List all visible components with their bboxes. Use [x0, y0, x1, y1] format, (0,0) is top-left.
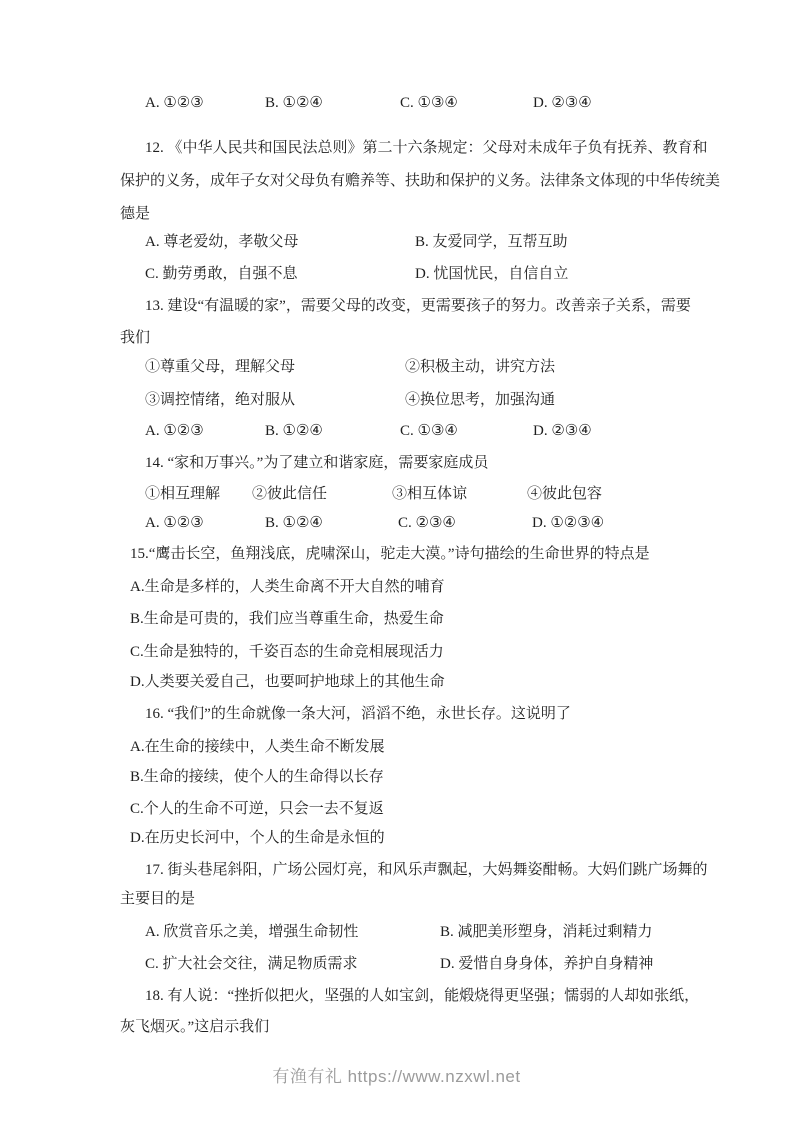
q11-option-d: D. ②③④ — [533, 95, 592, 111]
q12-option-a: A. 尊老爱幼，孝敬父母 — [145, 234, 299, 250]
q14-option-b: B. ①②④ — [265, 515, 323, 531]
q15-stem-text1: 15.“鹰击长空，鱼翔浅底，虎啸深山，驼走大漠。”诗句描绘的生命世界的特点是 — [130, 546, 650, 562]
q16-option-d-line — [0, 827, 793, 851]
q14-option-c: C. ②③④ — [398, 515, 456, 531]
q13-stem-line1 — [0, 295, 793, 319]
q15-stem-line1 — [0, 543, 793, 567]
q14-stem-text1: 14. “家和万事兴。”为了建立和谐家庭，需要家庭成员 — [145, 455, 489, 471]
q17-options-cd — [0, 953, 793, 977]
q13-items-12 — [0, 356, 793, 380]
q17-stem-text2: 主要目的是 — [120, 891, 196, 907]
q13-option-c: C. ①③④ — [400, 423, 458, 439]
q11-answer-row — [0, 92, 793, 116]
q12-stem-text1: 12. 《中华人民共和国民法总则》第二十六条规定：父母对未成年子负有抚养、教育和 — [145, 140, 708, 156]
q16-option-c: C.个人的生命不可逆，只会一去不复返 — [130, 801, 384, 817]
q15-option-c: C.生命是独特的，千姿百态的生命竞相展现活力 — [130, 644, 444, 660]
q13-stem-text1: 13. 建设“有温暖的家”，需要父母的改变，更需要孩子的努力。改善亲子关系，需要 — [145, 298, 691, 314]
q12-stem-text3: 德是 — [120, 206, 151, 222]
q17-stem-line2 — [0, 888, 793, 912]
q18-stem-text1: 18. 有人说：“挫折似把火，坚强的人如宝剑，能煅烧得更坚强；懦弱的人却如张纸， — [145, 988, 700, 1004]
q16-option-a: A.在生命的接续中，人类生命不断发展 — [130, 739, 385, 755]
watermark-footer: 有渔有礼 https://www.nzxwl.net — [272, 1067, 521, 1086]
q13-item-3: ③调控情绪，绝对服从 — [145, 392, 296, 408]
q16-option-b-line — [0, 766, 793, 790]
q14-items-row — [0, 483, 793, 507]
q13-item-1: ①尊重父母，理解父母 — [145, 359, 296, 375]
q12-stem-line3 — [0, 203, 793, 227]
q17-stem-line1 — [0, 859, 793, 883]
q18-stem-text2: 灰飞烟灭。”这启示我们 — [120, 1019, 270, 1035]
q17-option-c: C. 扩大社会交往，满足物质需求 — [145, 956, 358, 972]
q13-option-b: B. ①②④ — [265, 423, 323, 439]
q16-stem-text1: 16. “我们”的生命就像一条大河，滔滔不绝，永世长存。这说明了 — [145, 706, 571, 722]
q12-stem-line1 — [0, 137, 793, 161]
q15-option-b: B.生命是可贵的，我们应当尊重生命，热爱生命 — [130, 611, 444, 627]
q15-option-b-line — [0, 608, 793, 632]
q13-option-a: A. ①②③ — [145, 423, 204, 439]
q18-stem-line1 — [0, 985, 793, 1009]
q15-option-c-line — [0, 641, 793, 665]
q12-option-c: C. 勤劳勇敢，自强不息 — [145, 266, 298, 282]
q14-item-2: ②彼此信任 — [252, 486, 328, 502]
q15-option-d-line — [0, 671, 793, 695]
q17-option-a: A. 欣赏音乐之美，增强生命韧性 — [145, 924, 359, 940]
q12-stem-text2: 保护的义务，成年子女对父母负有赡养等、扶助和保护的义务。法律条文体现的中华传统美 — [120, 173, 721, 189]
q17-option-b: B. 减肥美形塑身，消耗过剩精力 — [440, 924, 653, 940]
q15-option-d: D.人类要关爱自己，也要呵护地球上的其他生命 — [130, 674, 445, 690]
q12-options-ab — [0, 231, 793, 255]
q13-answer-row — [0, 420, 793, 444]
q12-option-b: B. 友爱同学，互帮互助 — [415, 234, 568, 250]
q14-item-4: ④彼此包容 — [527, 486, 603, 502]
q14-option-d: D. ①②③④ — [532, 515, 605, 531]
q13-item-2: ②积极主动，讲究方法 — [405, 359, 556, 375]
q11-option-a: A. ①②③ — [145, 95, 204, 111]
q17-stem-text1: 17. 街头巷尾斜阳，广场公园灯亮，和风乐声飘起，大妈舞姿酣畅。大妈们跳广场舞的 — [145, 862, 708, 878]
q14-option-a: A. ①②③ — [145, 515, 204, 531]
q16-option-a-line — [0, 736, 793, 760]
q13-stem-line2 — [0, 327, 793, 351]
q12-options-cd — [0, 263, 793, 287]
q12-option-d: D. 忧国忧民，自信自立 — [415, 266, 569, 282]
q11-option-c: C. ①③④ — [400, 95, 458, 111]
q13-item-4: ④换位思考，加强沟通 — [405, 392, 556, 408]
q14-stem-line1 — [0, 452, 793, 476]
q14-item-3: ③相互体谅 — [392, 486, 468, 502]
q13-option-d: D. ②③④ — [533, 423, 592, 439]
q11-option-b: B. ①②④ — [265, 95, 323, 111]
q13-stem-text2: 我们 — [120, 330, 151, 346]
q17-options-ab — [0, 921, 793, 945]
q14-item-1: ①相互理解 — [145, 486, 221, 502]
q18-stem-line2 — [0, 1016, 793, 1040]
q15-option-a: A.生命是多样的，人类生命离不开大自然的哺育 — [130, 579, 445, 595]
q16-option-c-line — [0, 798, 793, 822]
q12-stem-line2 — [0, 170, 793, 194]
q14-answer-row — [0, 512, 793, 536]
q16-stem-line1 — [0, 703, 793, 727]
q13-items-34 — [0, 389, 793, 413]
q16-option-b: B.生命的接续，使个人的生命得以长存 — [130, 769, 384, 785]
q16-option-d: D.在历史长河中，个人的生命是永恒的 — [130, 830, 385, 846]
q15-option-a-line — [0, 576, 793, 600]
q17-option-d: D. 爱惜自身身体，养护自身精神 — [440, 956, 654, 972]
